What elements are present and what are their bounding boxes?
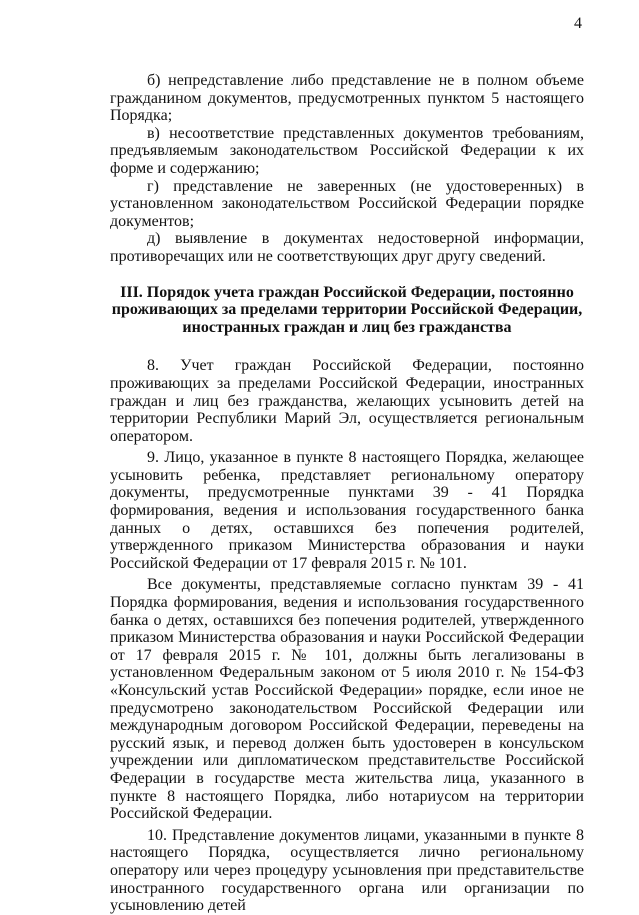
paragraph-item-d: д) выявление в документах недостоверной информации, противоречащих или не соответствующих друг другу сведений.: [110, 230, 584, 265]
paragraph-clause-9: 9. Лицо, указанное в пункте 8 настоящего Порядка, желающее усыновить ребенка, представляет региональному оператору документы, предусмотренные пунктами 39 - 41 Порядка формирования, ведения и использования государственного банка данных о детях, оставшихся без попечения родителей, утвержденного приказом Министерства образования и науки Российской Федерации от 17 февраля 2015 г. № 101.: [110, 449, 584, 572]
document-body: [110, 72, 584, 915]
page-number: 4: [574, 15, 582, 32]
section-heading-line: III. Порядок учета граждан Российской Федерации, постоянно: [120, 283, 574, 301]
paragraph-documents-legalization: Все документы, представляемые согласно пунктам 39 - 41 Порядка формирования, ведения и использования государственного банка о детях, оставшихся без попечения родителей, утвержденного приказом Министерства образования и науки Российской Федерации от 17 февраля 2015 г. № 101, должны быть легализованы в установленном Федеральным законом от 5 июля 2010 г. № 154-ФЗ «Консульский устав Российской Федерации» порядке, если иное не предусмотрено законодательством Российской Федерации или международным договором Российской Федерации, переведены на русский язык, и перевод должен быть удостоверен в консульском учреждении или дипломатическом представительстве Российской Федерации в государстве места жительства лица, указанного в пункте 8 настоящего Порядка, либо нотариусом на территории Российской Федерации.: [110, 576, 584, 823]
paragraph-clause-10: 10. Представление документов лицами, указанными в пункте 8 настоящего Порядка, осуществляется лично региональному оператору или через процедуру усыновления при представительстве иностранного государственного органа или организации по усыновлению детей: [110, 826, 584, 915]
section-heading-line: проживающих за пределами территории Российской Федерации,: [111, 301, 583, 319]
paragraph-item-b: б) непредставление либо представление не в полном объеме гражданином документов, предусмотренных пунктом 5 настоящего Порядка;: [110, 72, 584, 125]
paragraph-item-v: в) несоответствие представленных документов требованиям, предъявляемым законодательством Российской Федерации к их форме и содержанию;: [110, 124, 584, 177]
paragraph-item-g: г) представление не заверенных (не удостоверенных) в установленном законодательством Российской Федерации порядке документов;: [110, 177, 584, 230]
paragraph-clause-8: 8. Учет граждан Российской Федерации, постоянно проживающих за пределами Российской Федерации, иностранных граждан и лиц без гражданства, желающих усыновить детей на территории Республики Марий Эл, осуществляется региональным оператором.: [110, 357, 584, 445]
section-heading-line: иностранных граждан и лиц без гражданства: [182, 318, 512, 336]
section-heading: [110, 284, 584, 337]
